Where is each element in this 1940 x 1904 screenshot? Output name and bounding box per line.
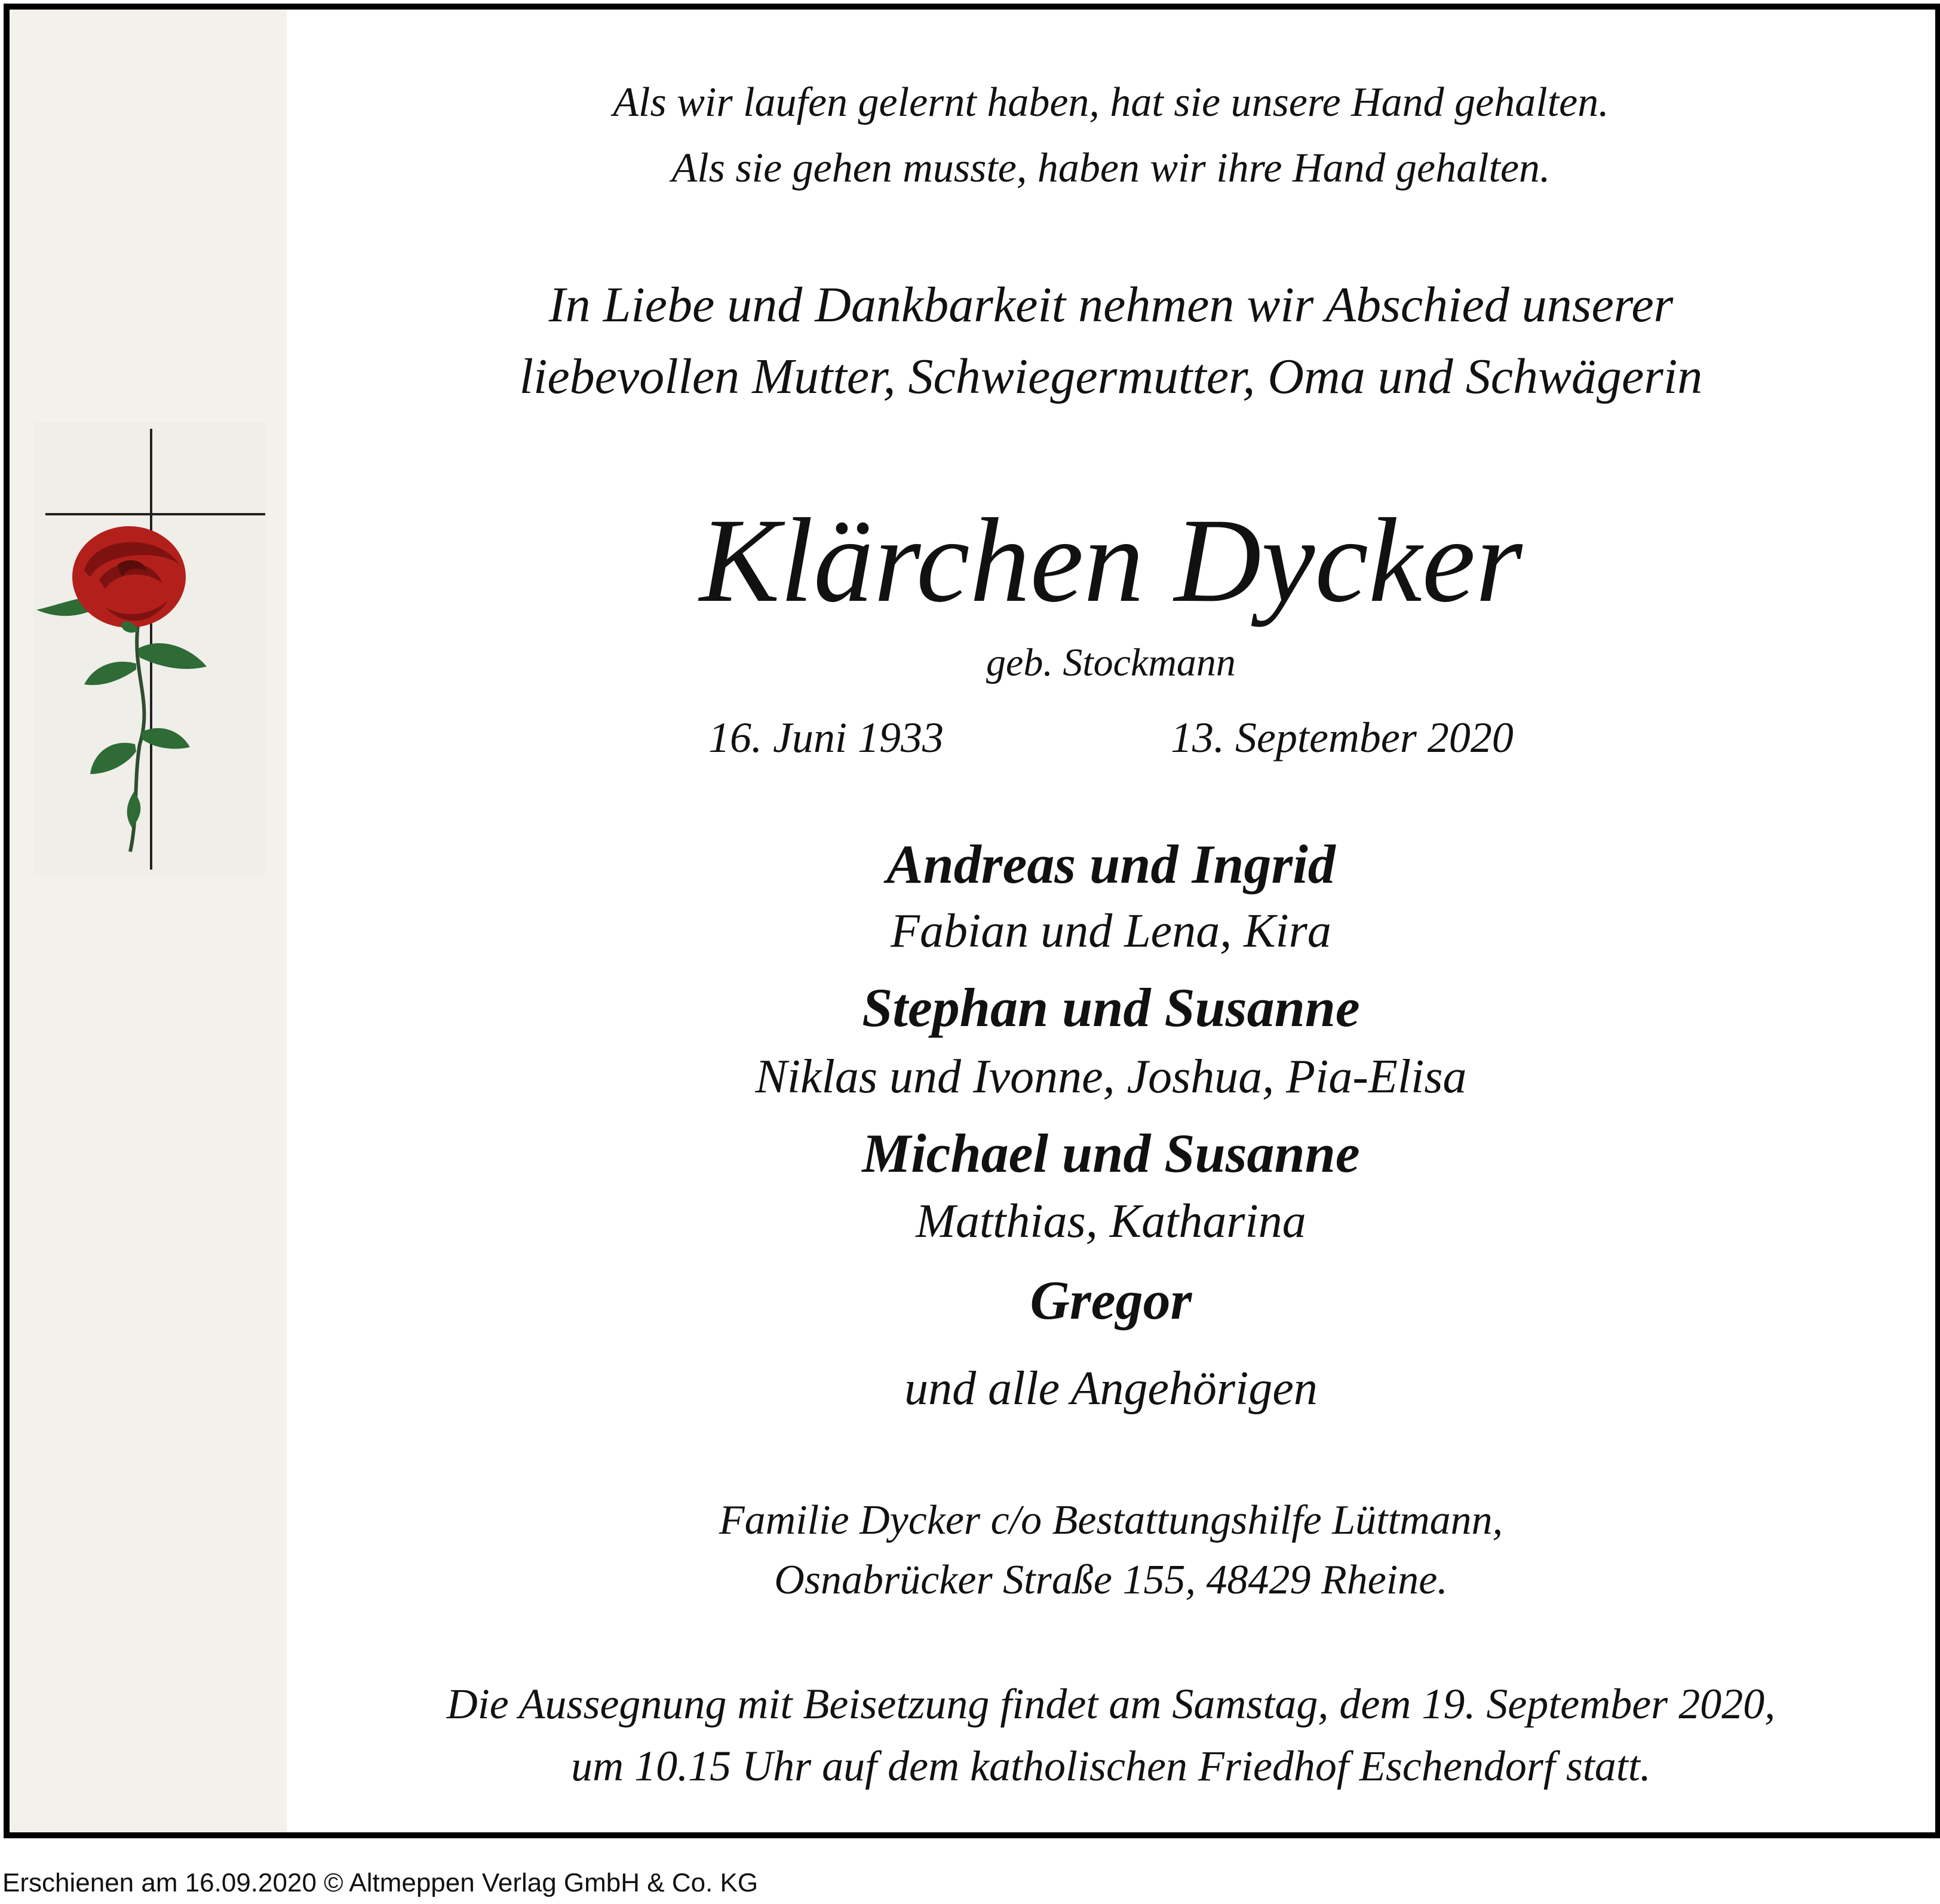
obituary-notice bbox=[4, 4, 1940, 1838]
deceased-name: Klärchen Dycker bbox=[699, 493, 1522, 627]
announcement-line-1: Die Aussegnung mit Beisetzung findet am Samstag, dem 19. September 2020, bbox=[446, 1680, 1776, 1728]
publication-footer: Erschienen am 16.09.2020 © Altmeppen Verlag GmbH & Co. KG bbox=[2, 1868, 759, 1897]
birth-date: 16. Juni 1933 bbox=[708, 714, 944, 761]
relatives-line: und alle Angehörigen bbox=[904, 1362, 1318, 1415]
intro-line-2: liebevollen Mutter, Schwiegermutter, Oma und Schwägerin bbox=[519, 349, 1703, 404]
address-line-1: Familie Dycker c/o Bestattungshilfe Lüttmann, bbox=[719, 1497, 1503, 1543]
mourner-main-4: Gregor bbox=[1030, 1270, 1192, 1331]
death-date: 13. September 2020 bbox=[1171, 714, 1514, 761]
birth-name: geb. Stockmann bbox=[986, 641, 1236, 684]
quote-line-1: Als wir laufen gelernt haben, hat sie unsere Hand gehalten. bbox=[613, 79, 1609, 125]
mourner-main-2: Stephan und Susanne bbox=[862, 977, 1360, 1038]
mourner-main-3: Michael und Susanne bbox=[862, 1123, 1360, 1184]
quote-line-2: Als sie gehen musste, haben wir ihre Hand gehalten. bbox=[671, 145, 1551, 191]
mourner-sub-1: Fabian und Lena, Kira bbox=[891, 905, 1331, 957]
mourner-sub-2: Niklas und Ivonne, Joshua, Pia-Elisa bbox=[755, 1051, 1467, 1103]
mourner-sub-3: Matthias, Katharina bbox=[916, 1195, 1306, 1248]
notice-content bbox=[287, 10, 1935, 1832]
announcement-line-2: um 10.15 Uhr auf dem katholischen Friedhof Eschendorf statt. bbox=[571, 1742, 1651, 1790]
cross-with-rose-icon bbox=[33, 422, 266, 876]
address-line-2: Osnabrücker Straße 155, 48429 Rheine. bbox=[774, 1557, 1448, 1603]
decorative-side-strip bbox=[10, 10, 287, 1832]
intro-line-1: In Liebe und Dankbarkeit nehmen wir Abschied unserer bbox=[548, 277, 1674, 333]
mourner-main-1: Andreas und Ingrid bbox=[886, 834, 1336, 895]
